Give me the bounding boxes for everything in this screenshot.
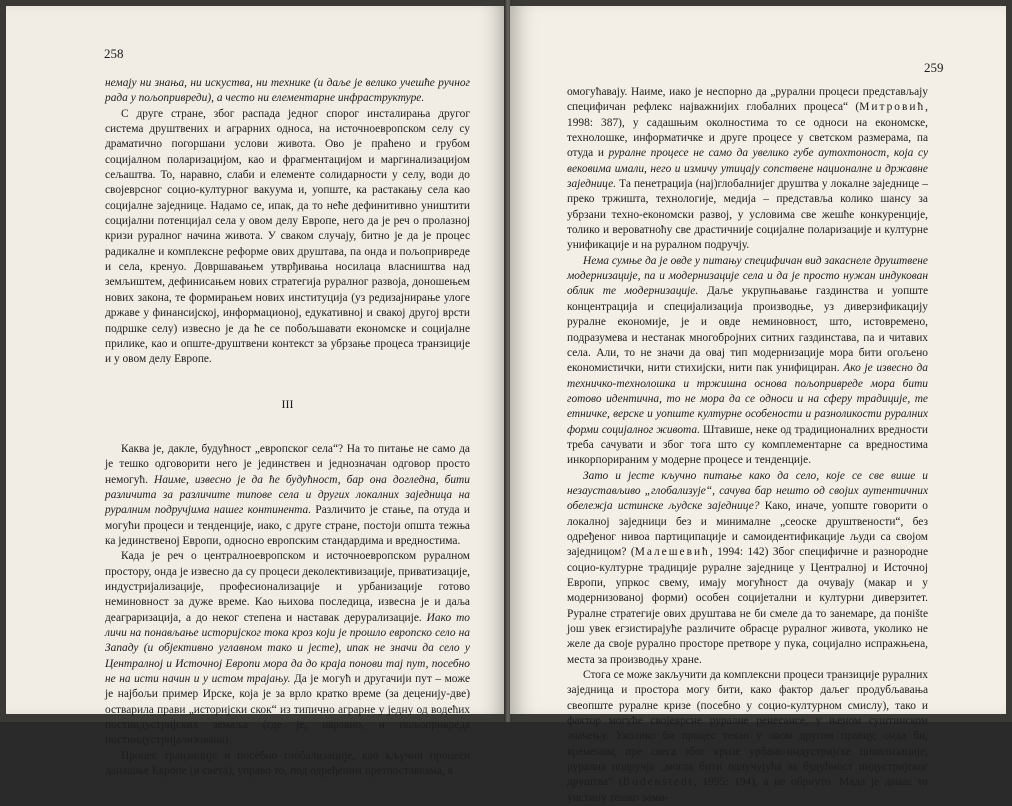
right-page [510,6,1006,804]
right-page-text [567,85,928,806]
left-paragraph-2 [105,442,470,549]
right-paragraph-2 [567,254,928,469]
citation-author: Bodenstedt [622,776,694,789]
text-run: , 1994: 142) Због специфичне и разнородне социо-културне традиције руралне заједнице у Централној и Источној Европи, упркос свему, имају могућност да очувају (макар и у модернизованој форми) особен социјетални и културни диверзитет. Руралне стратегије ових друштава не би смеле да то занемаре, да понište још увек егзистирајуће различите обрасце руралног живота, уколико не желе да своје рурално просторе претворе у пука, социјално испражњена, места за производњу хране. [567,546,929,666]
text-run: Када је реч о централноевропском и источноевропском руралном простору, онда је извесно да су процеси деколективизације, приватизације, индустријализације, професионализације и урбанизације готово неминовност за дуже време. Као њихова последица, извесна је и даља деаграризација, а до неког степена и наставак дерурализације. [105,550,470,624]
citation-author: Митровић [859,101,926,114]
right-paragraph-4 [567,668,928,806]
left-page [6,6,506,778]
italic-run: Иако то личи на понављање историјског тока кроз који је прошло европско село на Западу (и објективно углавном тако и јесте), ипак не значи да село у Централној и Источној Европи мора да до краја понови тај пут, посебно не на исти начин и у истом трајању. [105,611,471,686]
left-page-text [105,76,470,779]
text-run: Штавише, неке од традиционалних вредности треба сачувати и због тога што су комплементарне са вредностима инкорпорираним у модерне процесе и тенденције. [567,423,928,467]
text-run: Даље укрупњавање газдинства и уопште концентрација и специјализација производње, уз диверзификацију руралне економије, је и овде неминовност, што, истовремено, подразумева и нестанак многобројних ситних газдинстава, па и читавих села. Али, то не значи да овај тип модернизације мора бити огољено економистички, нити стихијски, нити пак унифициран. [567,285,928,375]
italic-run: Нема сумње да је овде у питању специфичан вид закаснеле друштвене модернизације, па и модернизације села и да је просто нужан индукован облик те модернизације. [567,254,928,298]
right-paragraph-3 [567,469,928,668]
italic-run: Наиме, извесно је да ће будућност, бар она догледна, бити различита за различите типове села и других локалних заједница на руралним подручјима нашег континента. [105,473,470,517]
citation-author: Малешевић [634,546,710,559]
left-lead-paragraph: немају ни знања, ни искуства, ни технике (и даље је велико учешће ручног рада у пољопривреди), а често ни елементарне инфраструктуре. [105,77,470,105]
left-paragraph-3 [105,549,470,748]
left-paragraph-1: С друге стране, због распада једног спорог инсталирања другог система друштвених и аграрних односа, на источноевропском селу су драматично погоршани услови живота. Ово је праћено и грубом социјалном поларизацијом, као и фрагментацијом и маргинализацијом сељаштва. То, наравно, слаби и елементе солидарности у селу, води до својеврсног социо-културног вакуума и, уопште, ка растакању села као социјалне заједнице. Надамо се, ипак, да то неће дефинитивно уништити социјални потенцијал села у овом делу Европе, него да је реч о пролазној кризи руралног начина живота. У сваком случају, битно је да је процес радикалне и комплексне реформе ових друштава, па онда и пољопривреде и села, кренуо. Довршавањем утврђивања носилаца власништва над земљиштем, дефинисањем нових стратегија руралног развоја, доношењем нових закона, те формирањем нових институција (уз редизајнирање улоге државе у финансијској, информационој, едукативној и свакој другој врсти подршке селу) извесно је да ће се побољшавати економске и социјалне прилике, као и опште-друштвени контекст за убрзање процеса транзиције и у овом делу Европе. [105,107,470,366]
right-paragraph-1 [567,85,928,254]
italic-run: Зато и јесте кључно питање како да село, које се све више и незаустављиво „глобализује“, сачува бар нешто од својих аутентичних обележја истинске људске заједнице? [567,469,928,513]
text-run: Стога се може закључити да комплексни процеси транзиције руралних заједница и простора могу бити, како фактор даљег продубљавања свеопште руралне кризе (посебно у социо-културном смислу), тако и фактор могуће својеврсне руралне ренесансе, у њеном суштинском значењу. Уколико би процес текао у овом другом правцу, онда би, временом, пре свега због кризе урбано-индустријске цивилизације, рурална подручја „могла бити одлучујућа за будућност индустријског друштва“ ( [567,669,928,789]
left-paragraph-4: Процес транзиције и посебно глобализације, као кључни процеси данашње Европе (и света), управо то, под одређеним претпоставкама, а [105,749,470,778]
text-run: , 1998: 387), у садашњим околностима то се односи на економске, технолошке, информатичке и друге процесе у светском размерама, па отуда и [567,101,928,160]
text-run: Различито је стање, па отуда и могући процеси и тенденције, иако, с друге стране, постоји општа тежња ка јединственој Европи, односно европским стандардима и вредностима. [105,504,470,547]
section-heading: III [281,396,294,411]
text-run: , 1995: 194), а не обрнуто. Мада је данас то уистину тешко зами- [567,776,928,804]
text-run: Да је могућ и другачији пут – може је најбољи пример Ирске, која је за врло кратко време (за деценију-две) остварила прави „историјски скок“ из типично аграрне у једну од водећих постиндустријских земаља (где је, наравно, и пољопривреда постиндустријализована). [105,673,470,747]
text-run: Како, иначе, уопште говорити о локалној заједници без и минималне „сеоске друштвености“, без одређеног нивоа партиципације и самоидентификације људи са својом заједницом? ( [567,500,928,559]
page-number-left: 258 [104,46,124,61]
text-run: омогућавају. Наиме, иако је неспорно да „рурални процеси представљају специфичан рефлекс најважнијих глобалних процеса“ ( [567,86,928,114]
page-number-right: 259 [924,60,944,75]
italic-run: руралне процесе не само да увелико губе аутохтоност, која су вековима имали, него и измичу утицају сопствене националне и државне заједнице. [567,147,928,191]
text-run: Каква је, дакле, будућност „европског села“? На то питање не само да је тешко одговорити него је јединствен и једнозначан одговор просто немогућ. [105,442,470,486]
text-run: Та пенетрација (нај)глобалнијег друштва у локалне заједнице – преко тржишта, технологије, медија – представља колико шансу за убрзани техно-економски развој, у условима све жешће конкуренције, толико и вероватноћу све драстичније социјалне поларизације и културне унификације и на руралном подручју. [567,178,928,252]
italic-run: Ако је извесно да техничко-технолошка и тржишна основа пољопривреде мора бити готово идентична, то не мора да се односи и на сферу традиције, те етничке, верске и уопште културне особености и разноликости руралних форми социјалног живота. [567,362,928,436]
